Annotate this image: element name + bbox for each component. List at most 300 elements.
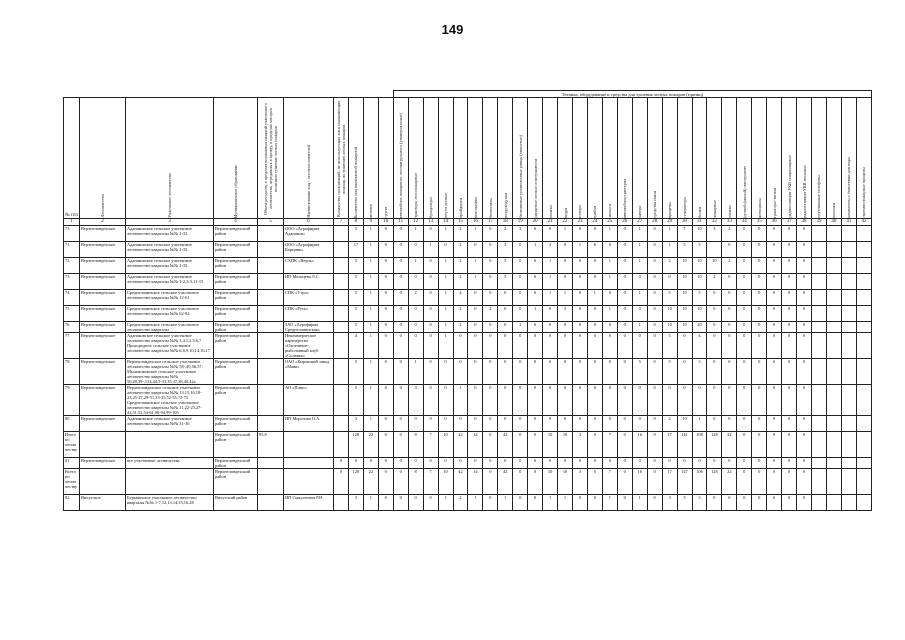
cell-user: ООО «Агрофирма Аданаков» — [284, 226, 334, 242]
table-row — [64, 385, 872, 416]
cell-value: 0 — [767, 290, 782, 306]
cell-value: 0 — [468, 359, 483, 385]
cell-value: 0 — [573, 290, 588, 306]
cell-value: 0 — [767, 458, 782, 469]
column-number: 1 — [64, 219, 80, 226]
cell-value: 2 — [453, 226, 468, 242]
cell-value: 0 — [393, 306, 408, 322]
cell-value: 0 — [782, 258, 797, 274]
cell-value: 7 — [602, 469, 617, 495]
cell-value: 1 — [438, 274, 453, 290]
cell-value: 4 — [692, 333, 707, 359]
column-header-label: катера — [637, 206, 643, 218]
cell-value: 0 — [737, 385, 752, 416]
cell-value: 0 — [752, 333, 767, 359]
cell-value — [841, 226, 856, 242]
cell-value — [334, 359, 349, 385]
table-row — [64, 495, 872, 511]
cell-value: 0 — [587, 495, 602, 511]
cell-forestry: Верхнеландехское — [80, 242, 126, 258]
cell-forestry: Верхнеландехское — [80, 274, 126, 290]
cell-value: 0 — [423, 322, 438, 333]
cell-value: 0 — [543, 333, 558, 359]
cell-value — [841, 258, 856, 274]
cell-value: 10 — [677, 322, 692, 333]
cell-value: 1 — [438, 306, 453, 322]
column-number: 32 — [707, 219, 722, 226]
cell-value: 0 — [453, 458, 468, 469]
cell-volume — [258, 226, 284, 242]
column-header-label: радиостанции УКВ стационарные — [786, 155, 792, 218]
cell-user: СХПК «Нерль» — [284, 258, 334, 274]
cell-value — [826, 385, 841, 416]
cell-value: 0 — [677, 385, 692, 416]
cell-value: 1 — [602, 226, 617, 242]
cell-value: 0 — [587, 416, 602, 432]
cell-value: 7 — [602, 432, 617, 458]
cell-value: 0 — [378, 306, 393, 322]
cell-value: 0 — [797, 416, 812, 432]
column-number: 36 — [767, 219, 782, 226]
cell-value: 0 — [423, 416, 438, 432]
cell-value: 0 — [707, 385, 722, 416]
cell-value — [812, 306, 827, 322]
cell-value: 0 — [737, 432, 752, 458]
cell-value: 0 — [707, 322, 722, 333]
cell-value: 0 — [528, 458, 543, 469]
cell-value — [826, 458, 841, 469]
cell-value: 5 — [498, 258, 513, 274]
cell-value: 0 — [573, 359, 588, 385]
cell-district: Аданаковское сельское участковое лесничество кварталы №№ 1-2,3-5,11-15 — [126, 274, 214, 290]
cell-value: 1 — [632, 226, 647, 242]
cell-user — [284, 458, 334, 469]
cell-value: 0 — [558, 359, 573, 385]
cell-value: 14 — [468, 469, 483, 495]
cell-value — [812, 469, 827, 495]
column-header-label: Лесничество — [100, 194, 105, 218]
column-header — [378, 98, 393, 219]
cell-value: 0 — [513, 242, 528, 258]
column-header — [707, 98, 722, 219]
column-number: 29 — [662, 219, 677, 226]
cell-municipality: Верхнеландехский район — [214, 359, 258, 385]
cell-value: 0 — [587, 306, 602, 322]
cell-value: 0 — [498, 322, 513, 333]
cell-value: 1 — [558, 290, 573, 306]
column-header — [393, 98, 408, 219]
cell-value: 0 — [378, 469, 393, 495]
column-header — [692, 98, 707, 219]
cell-value: 2 — [498, 226, 513, 242]
column-number: 27 — [632, 219, 647, 226]
cell-value: 0 — [438, 385, 453, 416]
cell-value: 2 — [453, 242, 468, 258]
column-header-label: бензопилы — [487, 198, 493, 218]
table-row — [64, 458, 872, 469]
cell-value — [334, 333, 349, 359]
cell-value — [841, 306, 856, 322]
column-number: 34 — [737, 219, 752, 226]
cell-value — [856, 274, 871, 290]
cell-value: 0 — [378, 290, 393, 306]
cell-value: 0 — [647, 469, 662, 495]
cell-municipality: Верхнеландехский район — [214, 458, 258, 469]
column-number: 20 — [528, 219, 543, 226]
cell-value — [334, 385, 349, 416]
cell-value: 22 — [722, 432, 737, 458]
cell-volume — [258, 242, 284, 258]
cell-value: 5 — [348, 359, 363, 385]
cell-value: 2 — [453, 495, 468, 511]
cell-value: 42 — [453, 432, 468, 458]
cell-value: 2 — [707, 274, 722, 290]
column-header — [363, 98, 378, 219]
cell-value: 16 — [632, 432, 647, 458]
column-header-row — [64, 98, 872, 219]
column-number: 42 — [856, 219, 871, 226]
cell-forestry: Верхнеландехское — [80, 306, 126, 322]
cell-user — [284, 469, 334, 495]
column-header-label: ведра — [562, 207, 568, 218]
cell-value: 0 — [587, 322, 602, 333]
cell-value: 1 — [498, 495, 513, 511]
cell-n: 73 — [64, 274, 80, 290]
cell-value: 1 — [363, 333, 378, 359]
cell-value: 0 — [782, 274, 797, 290]
document-table-container — [63, 90, 871, 511]
cell-value — [812, 432, 827, 458]
cell-user: ООО «Агрофирма Корцинк» — [284, 242, 334, 258]
cell-value: 42 — [498, 432, 513, 458]
cell-district: Среднелапинское сельское участковое лесничество кварталы №№ 12-61 — [126, 290, 214, 306]
column-number: 2 — [80, 219, 126, 226]
cell-value: 10 — [677, 306, 692, 322]
cell-value: 1 — [587, 290, 602, 306]
cell-value: 0 — [632, 274, 647, 290]
cell-value: 0 — [722, 416, 737, 432]
column-header-label: групп — [383, 207, 389, 218]
cell-value: 1 — [528, 242, 543, 258]
column-number: 40 — [826, 219, 841, 226]
column-number: 33 — [722, 219, 737, 226]
cell-value: 1 — [438, 226, 453, 242]
column-header-label: мотыги — [607, 204, 613, 218]
cell-value: 0 — [498, 359, 513, 385]
cell-value: 0 — [363, 458, 378, 469]
cell-value: 2 — [662, 416, 677, 432]
cell-value: 0 — [528, 322, 543, 333]
cell-value — [856, 226, 871, 242]
cell-value: 0 — [797, 458, 812, 469]
cell-value: 1 — [543, 274, 558, 290]
cell-value — [856, 242, 871, 258]
cell-value: 0 — [767, 432, 782, 458]
cell-value: 0 — [632, 306, 647, 322]
cell-n: 80 — [64, 416, 80, 432]
cell-value: 8 — [408, 432, 423, 458]
table-row — [64, 258, 872, 274]
cell-value — [826, 333, 841, 359]
cell-value: 3 — [662, 495, 677, 511]
cell-forestry: Верхнеландехское — [80, 333, 126, 359]
cell-value: 5 — [692, 290, 707, 306]
cell-value: 0 — [483, 290, 498, 306]
cell-value — [812, 242, 827, 258]
cell-value: 5 — [662, 290, 677, 306]
cell-value: 1 — [543, 290, 558, 306]
cell-value: 0 — [528, 258, 543, 274]
cell-value: 0 — [752, 385, 767, 416]
cell-value: 5 — [677, 495, 692, 511]
column-number: 3 — [126, 219, 214, 226]
cell-value: 0 — [617, 416, 632, 432]
cell-value: 0 — [707, 458, 722, 469]
cell-value: 1 — [363, 322, 378, 333]
cell-value: 0 — [468, 322, 483, 333]
cell-value: 0 — [602, 416, 617, 432]
column-header — [468, 98, 483, 219]
cell-value: 0 — [378, 416, 393, 432]
column-header — [453, 98, 468, 219]
cell-value: 0 — [393, 274, 408, 290]
column-number: 22 — [558, 219, 573, 226]
cell-value: 0 — [647, 242, 662, 258]
cell-value: 108 — [692, 432, 707, 458]
column-header-label: топоры — [577, 204, 583, 218]
cell-value: 0 — [378, 432, 393, 458]
cell-value: 0 — [587, 359, 602, 385]
cell-value: 0 — [752, 322, 767, 333]
cell-value: 0 — [528, 359, 543, 385]
column-header — [602, 98, 617, 219]
cell-value: 0 — [617, 226, 632, 242]
cell-value: 0 — [752, 226, 767, 242]
column-header-label: Участковое лесничество — [167, 173, 172, 218]
cell-district: Верхнеландехское сельское участковое лесничество кварталы №№ 58-,49,56,57; Мыльниковское сельское участковое лесничество кварталы №№ 50,28,39-,134,44,5-31,35,37,38,40,42а — [126, 359, 214, 385]
cell-value: 0 — [558, 385, 573, 416]
cell-value: 0 — [393, 226, 408, 242]
cell-forestry — [80, 432, 126, 458]
cell-value: 128 — [707, 469, 722, 495]
cell-value: 1 — [528, 306, 543, 322]
cell-value: 0 — [647, 258, 662, 274]
column-number-row — [64, 219, 872, 226]
cell-municipality: Верхнеландехский район — [214, 333, 258, 359]
cell-value — [856, 432, 871, 458]
cell-value: 3 — [408, 385, 423, 416]
cell-value: 0 — [647, 385, 662, 416]
cell-user — [284, 432, 334, 458]
table-row — [64, 333, 872, 359]
cell-value: 0 — [513, 385, 528, 416]
cell-value: 0 — [752, 258, 767, 274]
column-header — [438, 98, 453, 219]
cell-n: 82 — [64, 495, 80, 511]
cell-value: 0 — [767, 359, 782, 385]
cell-value: 0 — [453, 359, 468, 385]
cell-value: 0 — [483, 495, 498, 511]
column-number: 8 — [348, 219, 363, 226]
cell-value — [334, 306, 349, 322]
cell-value: 0 — [767, 306, 782, 322]
cell-value: 5 — [662, 359, 677, 385]
cell-value: 0 — [543, 385, 558, 416]
cell-value: 0 — [498, 385, 513, 416]
cell-forestry: Верхнеландехское — [80, 359, 126, 385]
cell-value: 0 — [573, 226, 588, 242]
cell-value: 0 — [498, 333, 513, 359]
cell-value: 147 — [677, 469, 692, 495]
cell-value — [841, 242, 856, 258]
cell-value: 0 — [767, 242, 782, 258]
cell-value: 3 — [692, 359, 707, 385]
cell-value — [334, 226, 349, 242]
cell-value: 0 — [767, 274, 782, 290]
cell-value: 0 — [498, 416, 513, 432]
cell-value: 0 — [647, 495, 662, 511]
cell-value: 0 — [737, 495, 752, 511]
cell-value — [812, 333, 827, 359]
column-number: 26 — [617, 219, 632, 226]
cell-value: 0 — [587, 274, 602, 290]
cell-value: 0 — [647, 432, 662, 458]
cell-value: 0 — [617, 495, 632, 511]
column-header-label: противопожарные прицепы — [861, 167, 867, 218]
cell-value: 0 — [782, 242, 797, 258]
cell-value: 2 — [722, 258, 737, 274]
table-row — [64, 226, 872, 242]
cell-value: 5 — [632, 359, 647, 385]
cell-volume — [258, 416, 284, 432]
column-header-label: тракторы-тягачи — [771, 187, 777, 218]
cell-forestry: Верхнеландехское — [80, 385, 126, 416]
cell-value: 0 — [438, 242, 453, 258]
cell-value: 0 — [707, 306, 722, 322]
column-header — [543, 98, 558, 219]
cell-value: 0 — [692, 458, 707, 469]
cell-municipality: Верхнеландехский район — [214, 469, 258, 495]
cell-forestry: Вичугское — [80, 495, 126, 511]
cell-value: 0 — [662, 385, 677, 416]
cell-value: 0 — [797, 290, 812, 306]
cell-value: 0 — [647, 416, 662, 432]
cell-value: 0 — [378, 333, 393, 359]
cell-value: 1 — [468, 495, 483, 511]
cell-value — [812, 495, 827, 511]
cell-value — [812, 416, 827, 432]
cell-value: 0 — [513, 258, 528, 274]
cell-n: Всего по лесничеству: — [64, 469, 80, 495]
column-header-label: бензиновые установочные ранцы (емкостью) — [517, 135, 523, 218]
column-header-label: автомобиль-цистерна — [622, 178, 628, 218]
cell-value: 0 — [378, 226, 393, 242]
cell-value: 0 — [408, 274, 423, 290]
cell-value — [826, 495, 841, 511]
cell-value: 0 — [483, 416, 498, 432]
cell-value: 0 — [632, 458, 647, 469]
cell-value: 0 — [468, 458, 483, 469]
cell-n: 76 — [64, 322, 80, 333]
cell-value: 1 — [632, 495, 647, 511]
cell-value: 0 — [782, 306, 797, 322]
cell-value: 1 — [602, 306, 617, 322]
column-header-label: средства связи — [652, 191, 658, 218]
cell-value: 0 — [438, 359, 453, 385]
cell-n: 73 — [64, 226, 80, 242]
cell-value: 0 — [662, 274, 677, 290]
cell-value: 0 — [468, 416, 483, 432]
column-header-label: спутниковые телефоны — [816, 175, 822, 218]
column-header — [587, 98, 602, 219]
cell-value: 5 — [348, 290, 363, 306]
cell-value: 20 — [692, 322, 707, 333]
cell-value: 1 — [468, 274, 483, 290]
cell-value: 1 — [408, 359, 423, 385]
cell-forestry: Верхнеландехское — [80, 416, 126, 432]
cell-value: 0 — [378, 495, 393, 511]
cell-value — [826, 258, 841, 274]
cell-value: 0 — [677, 458, 692, 469]
cell-value: 0 — [483, 322, 498, 333]
cell-value: 10 — [677, 274, 692, 290]
cell-value: 1 — [632, 322, 647, 333]
cell-value: 10 — [543, 469, 558, 495]
column-header-label: ранцевые лесные огнетушители — [532, 159, 538, 218]
cell-value: 0 — [483, 432, 498, 458]
cell-value — [856, 469, 871, 495]
column-number: 41 — [841, 219, 856, 226]
cell-value: 0 — [543, 359, 558, 385]
cell-value: 3 — [692, 242, 707, 258]
cell-n: 81 — [64, 458, 80, 469]
cell-municipality: Верхнеландехский район — [214, 290, 258, 306]
cell-value: 0 — [602, 242, 617, 258]
cell-municipality: Верхнеландехский район — [214, 432, 258, 458]
column-number: 12 — [408, 219, 423, 226]
cell-value: 3 — [573, 432, 588, 458]
cell-value: 0 — [513, 359, 528, 385]
cell-value: 4 — [453, 290, 468, 306]
cell-value: 0 — [707, 359, 722, 385]
cell-value: 0 — [782, 495, 797, 511]
cell-value: 0 — [797, 322, 812, 333]
cell-value: 1 — [423, 242, 438, 258]
column-header-label: Количество организаций, не использующих лиса оказывающих помощь по тушению лесных пожаров — [335, 100, 346, 218]
cell-value: 17 — [662, 469, 677, 495]
cell-district: Среднелапинское сельское участковое лесничество кварталы №№ 62-84 — [126, 306, 214, 322]
table-row — [64, 242, 872, 258]
column-header-label: пожарные — [711, 199, 717, 218]
cell-value: 128 — [707, 432, 722, 458]
column-header — [258, 98, 284, 219]
column-number: 9 — [363, 219, 378, 226]
cell-volume — [258, 333, 284, 359]
cell-value: 1 — [363, 306, 378, 322]
column-header-label: прицепы — [667, 201, 673, 218]
cell-value: 0 — [513, 306, 528, 322]
cell-value: 0 — [737, 274, 752, 290]
table-row — [64, 290, 872, 306]
cell-value: 1 — [602, 258, 617, 274]
cell-value: 0 — [752, 242, 767, 258]
cell-value: 0 — [423, 258, 438, 274]
cell-value: 0 — [438, 458, 453, 469]
cell-value — [707, 242, 722, 258]
cell-value: 106 — [692, 469, 707, 495]
cell-value: 0 — [558, 458, 573, 469]
column-number: 11 — [393, 219, 408, 226]
